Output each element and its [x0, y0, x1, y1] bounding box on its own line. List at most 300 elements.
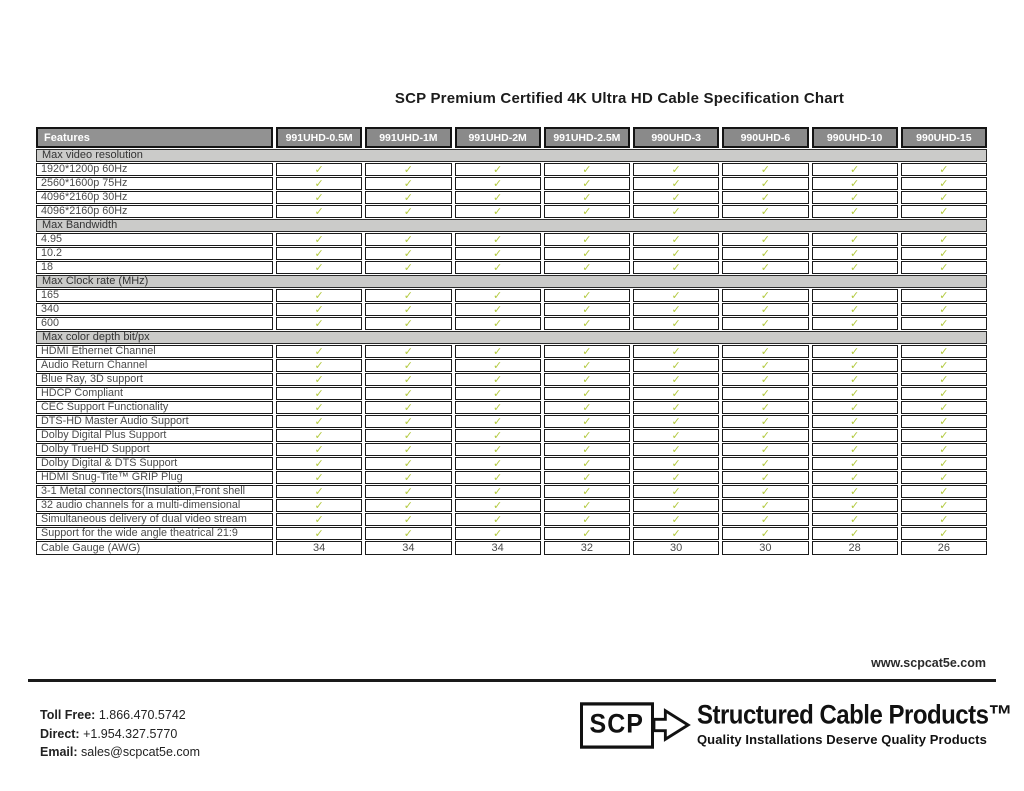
checkmark-icon: ✓ [403, 163, 413, 176]
checkmark-icon: ✓ [671, 485, 681, 498]
contact-block [40, 706, 200, 762]
check-cell [633, 415, 719, 428]
checkmark-icon: ✓ [403, 205, 413, 218]
checkmark-icon: ✓ [850, 233, 860, 246]
checkmark-icon: ✓ [850, 429, 860, 442]
feature-row [36, 471, 987, 484]
check-cell [276, 401, 362, 414]
page-title: SCP Premium Certified 4K Ultra HD Cable Specification Chart [394, 90, 845, 107]
checkmark-icon: ✓ [403, 345, 413, 358]
checkmark-icon: ✓ [671, 317, 681, 330]
checkmark-icon: ✓ [671, 163, 681, 176]
toll-free-number: 1.866.470.5742 [98, 708, 186, 722]
check-cell [276, 177, 362, 190]
check-cell [812, 373, 898, 386]
check-cell [722, 499, 808, 512]
check-cell [544, 485, 630, 498]
check-cell [812, 415, 898, 428]
checkmark-icon: ✓ [582, 471, 592, 484]
feature-label: DTS-HD Master Audio Support [36, 415, 273, 428]
check-cell [812, 261, 898, 274]
check-cell [633, 527, 719, 540]
check-cell [365, 415, 451, 428]
check-cell [901, 513, 987, 526]
checkmark-icon: ✓ [493, 373, 503, 386]
check-cell [365, 247, 451, 260]
check-cell [633, 233, 719, 246]
checkmark-icon: ✓ [939, 429, 949, 442]
section-label: Max color depth bit/px [36, 331, 987, 344]
check-cell [722, 513, 808, 526]
check-cell [722, 359, 808, 372]
checkmark-icon: ✓ [760, 317, 770, 330]
check-cell [544, 289, 630, 302]
checkmark-icon: ✓ [850, 513, 860, 526]
check-cell [722, 471, 808, 484]
check-cell [276, 527, 362, 540]
checkmark-icon: ✓ [314, 429, 324, 442]
checkmark-icon: ✓ [314, 317, 324, 330]
checkmark-icon: ✓ [850, 205, 860, 218]
check-cell [276, 261, 362, 274]
check-cell [276, 191, 362, 204]
checkmark-icon: ✓ [582, 443, 592, 456]
check-cell [901, 163, 987, 176]
check-cell [722, 415, 808, 428]
checkmark-icon: ✓ [850, 387, 860, 400]
check-cell [633, 359, 719, 372]
check-cell [633, 205, 719, 218]
check-cell [722, 177, 808, 190]
checkmark-icon: ✓ [671, 387, 681, 400]
check-cell [455, 191, 541, 204]
check-cell [812, 457, 898, 470]
check-cell [276, 303, 362, 316]
check-cell [901, 527, 987, 540]
checkmark-icon: ✓ [760, 471, 770, 484]
feature-row [36, 429, 987, 442]
feature-label: Dolby Digital & DTS Support [36, 457, 273, 470]
checkmark-icon: ✓ [403, 247, 413, 260]
checkmark-icon: ✓ [582, 261, 592, 274]
check-cell [455, 205, 541, 218]
check-cell [722, 345, 808, 358]
feature-label: 1920*1200p 60Hz [36, 163, 273, 176]
checkmark-icon: ✓ [850, 527, 860, 540]
checkmark-icon: ✓ [671, 289, 681, 302]
checkmark-icon: ✓ [582, 205, 592, 218]
checkmark-icon: ✓ [314, 387, 324, 400]
checkmark-icon: ✓ [850, 499, 860, 512]
feature-label: Audio Return Channel [36, 359, 273, 372]
check-cell [455, 457, 541, 470]
check-cell [812, 359, 898, 372]
checkmark-icon: ✓ [582, 191, 592, 204]
checkmark-icon: ✓ [403, 443, 413, 456]
check-cell [901, 177, 987, 190]
feature-row [36, 387, 987, 400]
check-cell [901, 345, 987, 358]
feature-row [36, 205, 987, 218]
check-cell [365, 471, 451, 484]
check-cell [633, 177, 719, 190]
checkmark-icon: ✓ [493, 387, 503, 400]
check-cell [633, 163, 719, 176]
checkmark-icon: ✓ [850, 177, 860, 190]
check-cell [544, 163, 630, 176]
checkmark-icon: ✓ [939, 387, 949, 400]
checkmark-icon: ✓ [314, 191, 324, 204]
checkmark-icon: ✓ [582, 401, 592, 414]
checkmark-icon: ✓ [760, 443, 770, 456]
feature-label: HDCP Compliant [36, 387, 273, 400]
checkmark-icon: ✓ [939, 527, 949, 540]
section-label: Max Clock rate (MHz) [36, 275, 987, 288]
section-row [36, 275, 987, 288]
feature-label: Dolby Digital Plus Support [36, 429, 273, 442]
check-cell [633, 499, 719, 512]
checkmark-icon: ✓ [582, 247, 592, 260]
check-cell [544, 191, 630, 204]
check-cell [544, 527, 630, 540]
checkmark-icon: ✓ [671, 191, 681, 204]
feature-row [36, 359, 987, 372]
feature-label: 340 [36, 303, 273, 316]
model-column-header: 990UHD-6 [722, 127, 808, 148]
checkmark-icon: ✓ [671, 513, 681, 526]
check-cell [633, 429, 719, 442]
check-cell [901, 205, 987, 218]
checkmark-icon: ✓ [582, 499, 592, 512]
check-cell [276, 359, 362, 372]
checkmark-icon: ✓ [939, 499, 949, 512]
checkmark-icon: ✓ [760, 527, 770, 540]
feature-label: HDMI Snug-Tite™ GRIP Plug [36, 471, 273, 484]
company-logo [580, 703, 1012, 747]
checkmark-icon: ✓ [850, 289, 860, 302]
checkmark-icon: ✓ [939, 471, 949, 484]
value-cell: 28 [812, 541, 898, 555]
check-cell [455, 443, 541, 456]
checkmark-icon: ✓ [403, 499, 413, 512]
check-cell [633, 387, 719, 400]
check-cell [633, 289, 719, 302]
check-cell [276, 443, 362, 456]
email-line [40, 743, 200, 762]
checkmark-icon: ✓ [582, 415, 592, 428]
check-cell [901, 191, 987, 204]
checkmark-icon: ✓ [760, 387, 770, 400]
checkmark-icon: ✓ [314, 303, 324, 316]
checkmark-icon: ✓ [939, 233, 949, 246]
check-cell [812, 471, 898, 484]
checkmark-icon: ✓ [671, 401, 681, 414]
check-cell [633, 485, 719, 498]
checkmark-icon: ✓ [850, 247, 860, 260]
checkmark-icon: ✓ [493, 415, 503, 428]
check-cell [455, 317, 541, 330]
check-cell [812, 443, 898, 456]
checkmark-icon: ✓ [760, 345, 770, 358]
check-cell [365, 233, 451, 246]
check-cell [901, 261, 987, 274]
feature-row [36, 163, 987, 176]
checkmark-icon: ✓ [939, 261, 949, 274]
checkmark-icon: ✓ [939, 443, 949, 456]
checkmark-icon: ✓ [582, 513, 592, 526]
checkmark-icon: ✓ [850, 373, 860, 386]
check-cell [365, 373, 451, 386]
feature-row [36, 303, 987, 316]
check-cell [901, 499, 987, 512]
checkmark-icon: ✓ [493, 177, 503, 190]
scp-logo-box: SCP [580, 702, 654, 748]
check-cell [276, 373, 362, 386]
checkmark-icon: ✓ [671, 443, 681, 456]
checkmark-icon: ✓ [939, 457, 949, 470]
feature-row [36, 233, 987, 246]
direct-number: +1.954.327.5770 [83, 726, 178, 741]
check-cell [455, 415, 541, 428]
checkmark-icon: ✓ [582, 233, 592, 246]
feature-row [36, 485, 987, 498]
checkmark-icon: ✓ [671, 345, 681, 358]
check-cell [901, 289, 987, 302]
check-cell [365, 485, 451, 498]
check-cell [812, 485, 898, 498]
toll-free-label: Toll Free: [40, 708, 96, 722]
checkmark-icon: ✓ [850, 303, 860, 316]
checkmark-icon: ✓ [939, 247, 949, 260]
checkmark-icon: ✓ [850, 457, 860, 470]
feature-row [36, 261, 987, 274]
check-cell [544, 513, 630, 526]
checkmark-icon: ✓ [850, 261, 860, 274]
values-row [36, 541, 987, 555]
checkmark-icon: ✓ [760, 247, 770, 260]
checkmark-icon: ✓ [939, 191, 949, 204]
check-cell [722, 191, 808, 204]
model-column-header: 991UHD-2.5M [544, 127, 630, 148]
checkmark-icon: ✓ [850, 443, 860, 456]
check-cell [901, 303, 987, 316]
checkmark-icon: ✓ [760, 177, 770, 190]
check-cell [544, 303, 630, 316]
check-cell [901, 471, 987, 484]
checkmark-icon: ✓ [314, 415, 324, 428]
checkmark-icon: ✓ [671, 177, 681, 190]
check-cell [455, 289, 541, 302]
check-cell [722, 443, 808, 456]
feature-row [36, 499, 987, 512]
feature-label: 10.2 [36, 247, 273, 260]
website-url: www.scpcat5e.com [871, 656, 986, 670]
check-cell [544, 387, 630, 400]
checkmark-icon: ✓ [760, 261, 770, 274]
check-cell [812, 527, 898, 540]
check-cell [722, 205, 808, 218]
check-cell [633, 261, 719, 274]
checkmark-icon: ✓ [403, 415, 413, 428]
model-column-header: 991UHD-1M [365, 127, 451, 148]
check-cell [365, 527, 451, 540]
check-cell [812, 303, 898, 316]
checkmark-icon: ✓ [314, 401, 324, 414]
check-cell [812, 289, 898, 302]
checkmark-icon: ✓ [314, 177, 324, 190]
checkmark-icon: ✓ [403, 261, 413, 274]
check-cell [276, 429, 362, 442]
checkmark-icon: ✓ [403, 401, 413, 414]
check-cell [276, 513, 362, 526]
checkmark-icon: ✓ [582, 317, 592, 330]
model-column-header: 991UHD-2M [455, 127, 541, 148]
check-cell [455, 345, 541, 358]
checkmark-icon: ✓ [314, 471, 324, 484]
check-cell [365, 345, 451, 358]
spec-table-container [33, 126, 990, 556]
check-cell [722, 527, 808, 540]
checkmark-icon: ✓ [493, 471, 503, 484]
checkmark-icon: ✓ [671, 527, 681, 540]
checkmark-icon: ✓ [403, 303, 413, 316]
checkmark-icon: ✓ [493, 345, 503, 358]
checkmark-icon: ✓ [493, 303, 503, 316]
checkmark-icon: ✓ [939, 373, 949, 386]
checkmark-icon: ✓ [850, 191, 860, 204]
check-cell [455, 527, 541, 540]
check-cell [455, 387, 541, 400]
check-cell [722, 429, 808, 442]
check-cell [365, 317, 451, 330]
check-cell [901, 233, 987, 246]
check-cell [365, 163, 451, 176]
check-cell [455, 471, 541, 484]
checkmark-icon: ✓ [760, 303, 770, 316]
check-cell [633, 303, 719, 316]
checkmark-icon: ✓ [939, 163, 949, 176]
email-address: sales@scpcat5e.com [81, 745, 200, 759]
check-cell [544, 401, 630, 414]
check-cell [812, 499, 898, 512]
check-cell [455, 247, 541, 260]
check-cell [455, 233, 541, 246]
checkmark-icon: ✓ [939, 289, 949, 302]
section-row [36, 219, 987, 232]
check-cell [722, 163, 808, 176]
checkmark-icon: ✓ [582, 177, 592, 190]
check-cell [812, 429, 898, 442]
check-cell [276, 289, 362, 302]
check-cell [365, 457, 451, 470]
model-column-header: 990UHD-10 [812, 127, 898, 148]
checkmark-icon: ✓ [939, 317, 949, 330]
check-cell [455, 513, 541, 526]
checkmark-icon: ✓ [760, 205, 770, 218]
check-cell [276, 345, 362, 358]
checkmark-icon: ✓ [939, 345, 949, 358]
check-cell [455, 485, 541, 498]
model-column-header: 991UHD-0.5M [276, 127, 362, 148]
feature-label: 3-1 Metal connectors(Insulation,Front shell [36, 485, 273, 498]
footer-divider [28, 679, 996, 682]
check-cell [365, 401, 451, 414]
check-cell [812, 163, 898, 176]
checkmark-icon: ✓ [850, 345, 860, 358]
checkmark-icon: ✓ [939, 359, 949, 372]
checkmark-icon: ✓ [493, 527, 503, 540]
check-cell [276, 471, 362, 484]
feature-row [36, 247, 987, 260]
check-cell [544, 247, 630, 260]
checkmark-icon: ✓ [850, 471, 860, 484]
check-cell [901, 247, 987, 260]
logo-text [697, 703, 1012, 746]
check-cell [633, 513, 719, 526]
check-cell [722, 289, 808, 302]
check-cell [365, 289, 451, 302]
direct-label: Direct: [40, 726, 80, 741]
feature-row [36, 373, 987, 386]
check-cell [276, 485, 362, 498]
check-cell [633, 457, 719, 470]
check-cell [455, 177, 541, 190]
features-column-header: Features [36, 127, 273, 148]
checkmark-icon: ✓ [671, 247, 681, 260]
feature-label: Support for the wide angle theatrical 21:9 [36, 527, 273, 540]
check-cell [365, 443, 451, 456]
checkmark-icon: ✓ [582, 485, 592, 498]
check-cell [633, 191, 719, 204]
checkmark-icon: ✓ [760, 373, 770, 386]
feature-label: 2560*1600p 75Hz [36, 177, 273, 190]
checkmark-icon: ✓ [403, 233, 413, 246]
value-cell: 30 [722, 541, 808, 555]
checkmark-icon: ✓ [493, 513, 503, 526]
feature-label: 600 [36, 317, 273, 330]
check-cell [722, 303, 808, 316]
check-cell [722, 387, 808, 400]
checkmark-icon: ✓ [314, 499, 324, 512]
direct-line [40, 725, 200, 744]
check-cell [365, 429, 451, 442]
check-cell [812, 513, 898, 526]
checkmark-icon: ✓ [939, 205, 949, 218]
checkmark-icon: ✓ [314, 205, 324, 218]
right-arrow-icon [653, 703, 691, 747]
check-cell [901, 457, 987, 470]
section-label: Max video resolution [36, 149, 987, 162]
check-cell [544, 373, 630, 386]
checkmark-icon: ✓ [760, 485, 770, 498]
check-cell [812, 177, 898, 190]
check-cell [633, 471, 719, 484]
check-cell [276, 247, 362, 260]
value-cell: 30 [633, 541, 719, 555]
checkmark-icon: ✓ [671, 359, 681, 372]
value-cell: 34 [455, 541, 541, 555]
check-cell [455, 401, 541, 414]
checkmark-icon: ✓ [760, 191, 770, 204]
checkmark-icon: ✓ [314, 163, 324, 176]
checkmark-icon: ✓ [582, 429, 592, 442]
check-cell [455, 429, 541, 442]
feature-label: HDMI Ethernet Channel [36, 345, 273, 358]
check-cell [276, 499, 362, 512]
checkmark-icon: ✓ [493, 359, 503, 372]
model-column-header: 990UHD-15 [901, 127, 987, 148]
checkmark-icon: ✓ [493, 289, 503, 302]
